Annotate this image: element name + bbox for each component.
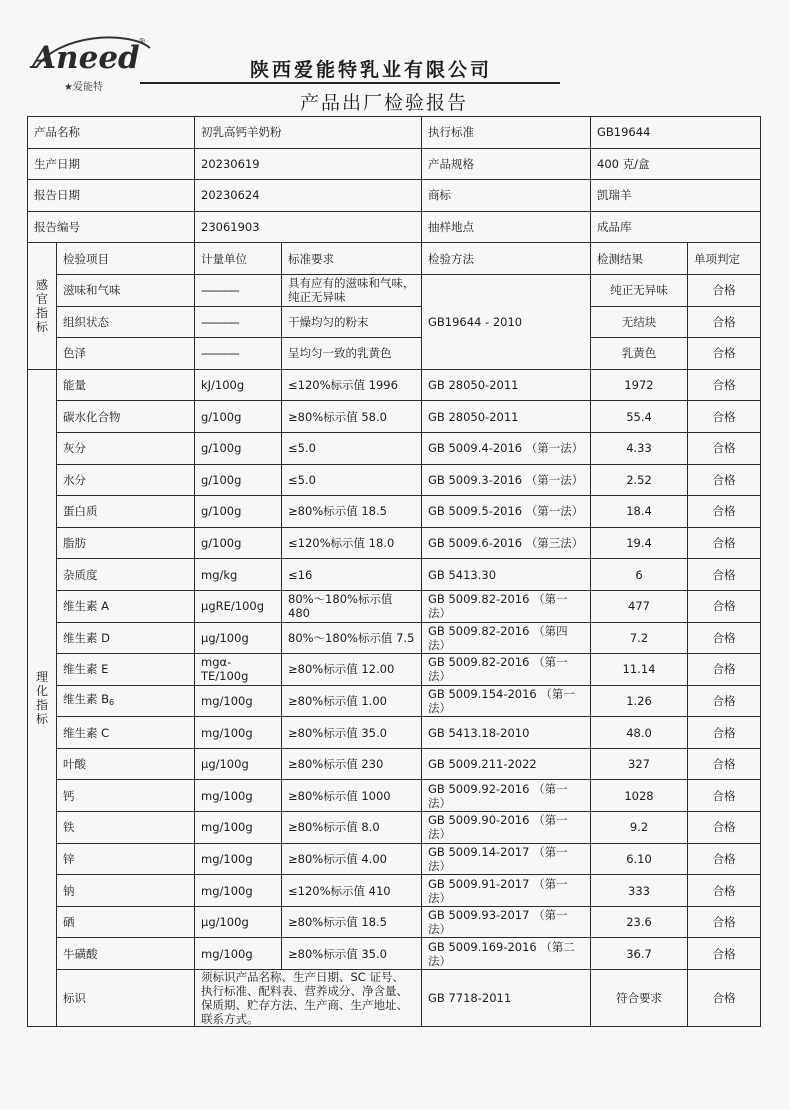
physchem-row — [28, 590, 761, 622]
col-unit: 计量单位 — [195, 243, 282, 275]
physchem-row — [28, 622, 761, 654]
item: 铁 — [57, 812, 195, 844]
unit: mg/100g — [195, 717, 282, 749]
result: 乳黄色 — [591, 338, 688, 370]
judgement: 合格 — [688, 369, 761, 401]
unit: mg/kg — [195, 559, 282, 591]
item: 钙 — [57, 780, 195, 812]
result: 2.52 — [591, 464, 688, 496]
unit: ------------ — [195, 274, 282, 306]
col-result: 检测结果 — [591, 243, 688, 275]
item: 维生素 C — [57, 717, 195, 749]
judgement: 合格 — [688, 970, 761, 1027]
item: 标识 — [57, 970, 195, 1027]
requirement: 呈均匀一致的乳黄色 — [282, 338, 422, 370]
unit: g/100g — [195, 464, 282, 496]
method: GB 5009.82-2016 （第四法） — [422, 622, 591, 654]
requirement: ≥80%标示值 1000 — [282, 780, 422, 812]
sample-loc-value: 成品库 — [591, 211, 761, 243]
physchem-row — [28, 906, 761, 938]
unit: mg/100g — [195, 875, 282, 907]
requirement: ≤120%标示值 18.0 — [282, 527, 422, 559]
unit: mg/100g — [195, 938, 282, 970]
standard-label: 执行标准 — [422, 117, 591, 149]
requirement: ≥80%标示值 230 — [282, 748, 422, 780]
result: 7.2 — [591, 622, 688, 654]
method: GB 5009.4-2016 （第一法） — [422, 432, 591, 464]
unit: mg/100g — [195, 780, 282, 812]
method: GB 5413.30 — [422, 559, 591, 591]
judgement: 合格 — [688, 685, 761, 717]
registered-icon: ® — [138, 37, 146, 46]
judgement: 合格 — [688, 780, 761, 812]
item: 牛磺酸 — [57, 938, 195, 970]
method: GB 28050-2011 — [422, 401, 591, 433]
judgement: 合格 — [688, 906, 761, 938]
requirement: ≤5.0 — [282, 464, 422, 496]
result: 19.4 — [591, 527, 688, 559]
info-row-4 — [28, 211, 761, 243]
item: 硒 — [57, 906, 195, 938]
item: 水分 — [57, 464, 195, 496]
requirement: ≥80%标示值 12.00 — [282, 654, 422, 686]
judgement: 合格 — [688, 338, 761, 370]
unit: μgRE/100g — [195, 590, 282, 622]
unit: mg/100g — [195, 812, 282, 844]
result: 9.2 — [591, 812, 688, 844]
physchem-row — [28, 369, 761, 401]
unit: mgα-TE/100g — [195, 654, 282, 686]
method: GB 5009.90-2016 （第一法） — [422, 812, 591, 844]
requirement: ≤120%标示值 1996 — [282, 369, 422, 401]
method: GB 5009.6-2016 （第三法） — [422, 527, 591, 559]
item: 脂肪 — [57, 527, 195, 559]
sensory-row — [28, 338, 761, 370]
physchem-row — [28, 496, 761, 528]
unit: g/100g — [195, 496, 282, 528]
result: 1972 — [591, 369, 688, 401]
requirement: 80%～180%标示值 7.5 — [282, 622, 422, 654]
sensory-method: GB19644 - 2010 — [422, 274, 591, 369]
prod-date-label: 生产日期 — [28, 148, 195, 180]
requirement: ≥80%标示值 8.0 — [282, 812, 422, 844]
physchem-section-label: 理 化 指 标 — [28, 369, 57, 1026]
sensory-section-label: 感 官 指 标 — [28, 243, 57, 369]
item: 叶酸 — [57, 748, 195, 780]
requirement: 干燥均匀的粉末 — [282, 306, 422, 338]
judgement: 合格 — [688, 306, 761, 338]
item: 滋味和气味 — [57, 274, 195, 306]
logo-wordmark: Aneed — [32, 40, 140, 76]
column-header-row — [28, 243, 761, 275]
item: 维生素 D — [57, 622, 195, 654]
sample-loc-label: 抽样地点 — [422, 211, 591, 243]
requirement: ≤16 — [282, 559, 422, 591]
method: GB 7718-2011 — [422, 970, 591, 1027]
item: 蛋白质 — [57, 496, 195, 528]
spec-value: 400 克/盒 — [591, 148, 761, 180]
inspection-report-table — [27, 116, 761, 1027]
unit: g/100g — [195, 432, 282, 464]
brand-label: 商标 — [422, 180, 591, 212]
judgement: 合格 — [688, 812, 761, 844]
item: 色泽 — [57, 338, 195, 370]
unit: kJ/100g — [195, 369, 282, 401]
col-method: 检验方法 — [422, 243, 591, 275]
physchem-row — [28, 875, 761, 907]
unit: μg/100g — [195, 622, 282, 654]
method: GB 5009.154-2016 （第一法） — [422, 685, 591, 717]
result: 18.4 — [591, 496, 688, 528]
requirement: ≥80%标示值 35.0 — [282, 717, 422, 749]
judgement: 合格 — [688, 401, 761, 433]
method: GB 5413.18-2010 — [422, 717, 591, 749]
physchem-row — [28, 938, 761, 970]
requirement: ≥80%标示值 4.00 — [282, 843, 422, 875]
item: 维生素 A — [57, 590, 195, 622]
physchem-row — [28, 559, 761, 591]
item: 维生素 E — [57, 654, 195, 686]
report-no-label: 报告编号 — [28, 211, 195, 243]
physchem-row — [28, 748, 761, 780]
method: GB 5009.82-2016 （第一法） — [422, 654, 591, 686]
result: 23.6 — [591, 906, 688, 938]
result: 6 — [591, 559, 688, 591]
requirement: ≤120%标示值 410 — [282, 875, 422, 907]
report-title: 产品出厂检验报告 — [300, 92, 469, 114]
physchem-row — [28, 685, 761, 717]
method: GB 5009.211-2022 — [422, 748, 591, 780]
judgement: 合格 — [688, 622, 761, 654]
spec-label: 产品规格 — [422, 148, 591, 180]
judgement: 合格 — [688, 717, 761, 749]
requirement: 具有应有的滋味和气味，纯正无异味 — [282, 274, 422, 306]
report-no-value: 23061903 — [195, 211, 422, 243]
item: 碳水化合物 — [57, 401, 195, 433]
col-item: 检验项目 — [57, 243, 195, 275]
col-judgement: 单项判定 — [688, 243, 761, 275]
requirement: 80%～180%标示值 480 — [282, 590, 422, 622]
judgement: 合格 — [688, 432, 761, 464]
requirement: 须标识产品名称、生产日期、SC 证号、执行标准、配料表、营养成分、净含量、保质期、贮存方法、生产商、生产地址、联系方式。 — [195, 970, 422, 1027]
logo-subtext: ★爱能特 — [64, 82, 103, 93]
item: 锌 — [57, 843, 195, 875]
judgement: 合格 — [688, 843, 761, 875]
standard-value: GB19644 — [591, 117, 761, 149]
physchem-row — [28, 717, 761, 749]
result: 48.0 — [591, 717, 688, 749]
requirement: ≥80%标示值 18.5 — [282, 496, 422, 528]
method: GB 5009.5-2016 （第一法） — [422, 496, 591, 528]
judgement: 合格 — [688, 875, 761, 907]
judgement: 合格 — [688, 274, 761, 306]
result: 55.4 — [591, 401, 688, 433]
physchem-row — [28, 401, 761, 433]
info-row-1 — [28, 117, 761, 149]
result: 无结块 — [591, 306, 688, 338]
sensory-row — [28, 274, 761, 306]
result: 11.14 — [591, 654, 688, 686]
requirement: ≥80%标示值 1.00 — [282, 685, 422, 717]
company-logo — [28, 24, 158, 96]
method: GB 5009.92-2016 （第一法） — [422, 780, 591, 812]
result: 333 — [591, 875, 688, 907]
result: 符合要求 — [591, 970, 688, 1027]
physchem-row — [28, 464, 761, 496]
item-subscript: 6 — [109, 697, 115, 707]
method: GB 5009.82-2016 （第一法） — [422, 590, 591, 622]
result: 327 — [591, 748, 688, 780]
report-date-value: 20230624 — [195, 180, 422, 212]
method: GB 5009.169-2016 （第二法） — [422, 938, 591, 970]
result: 477 — [591, 590, 688, 622]
result: 纯正无异味 — [591, 274, 688, 306]
requirement: ≥80%标示值 35.0 — [282, 938, 422, 970]
judgement: 合格 — [688, 938, 761, 970]
item: 组织状态 — [57, 306, 195, 338]
unit: μg/100g — [195, 906, 282, 938]
header-rule — [140, 82, 560, 84]
physchem-row — [28, 654, 761, 686]
product-name-label: 产品名称 — [28, 117, 195, 149]
report-date-label: 报告日期 — [28, 180, 195, 212]
method: GB 28050-2011 — [422, 369, 591, 401]
result: 1.26 — [591, 685, 688, 717]
col-requirement: 标准要求 — [282, 243, 422, 275]
physchem-row — [28, 527, 761, 559]
unit: μg/100g — [195, 748, 282, 780]
physchem-row — [28, 843, 761, 875]
requirement: ≥80%标示值 18.5 — [282, 906, 422, 938]
result: 6.10 — [591, 843, 688, 875]
physchem-row — [28, 780, 761, 812]
result: 4.33 — [591, 432, 688, 464]
item: 钠 — [57, 875, 195, 907]
labeling-row — [28, 970, 761, 1027]
method: GB 5009.91-2017 （第一法） — [422, 875, 591, 907]
requirement: ≤5.0 — [282, 432, 422, 464]
unit: mg/100g — [195, 685, 282, 717]
item: 灰分 — [57, 432, 195, 464]
brand-value: 凯瑞羊 — [591, 180, 761, 212]
judgement: 合格 — [688, 496, 761, 528]
unit: g/100g — [195, 527, 282, 559]
info-row-2 — [28, 148, 761, 180]
sensory-row — [28, 306, 761, 338]
method: GB 5009.3-2016 （第一法） — [422, 464, 591, 496]
company-name: 陕西爱能特乳业有限公司 — [250, 59, 493, 81]
judgement: 合格 — [688, 590, 761, 622]
judgement: 合格 — [688, 748, 761, 780]
product-name-value: 初乳高钙羊奶粉 — [195, 117, 422, 149]
unit: ------------ — [195, 306, 282, 338]
requirement: ≥80%标示值 58.0 — [282, 401, 422, 433]
result: 1028 — [591, 780, 688, 812]
unit: ------------ — [195, 338, 282, 370]
physchem-row — [28, 812, 761, 844]
method: GB 5009.93-2017 （第一法） — [422, 906, 591, 938]
judgement: 合格 — [688, 654, 761, 686]
item: 维生素 $B_6$ — [57, 685, 195, 717]
judgement: 合格 — [688, 559, 761, 591]
result: 36.7 — [591, 938, 688, 970]
item: 杂质度 — [57, 559, 195, 591]
method: GB 5009.14-2017 （第一法） — [422, 843, 591, 875]
unit: g/100g — [195, 401, 282, 433]
info-row-3 — [28, 180, 761, 212]
physchem-row — [28, 432, 761, 464]
judgement: 合格 — [688, 464, 761, 496]
item: 能量 — [57, 369, 195, 401]
judgement: 合格 — [688, 527, 761, 559]
unit: mg/100g — [195, 843, 282, 875]
prod-date-value: 20230619 — [195, 148, 422, 180]
